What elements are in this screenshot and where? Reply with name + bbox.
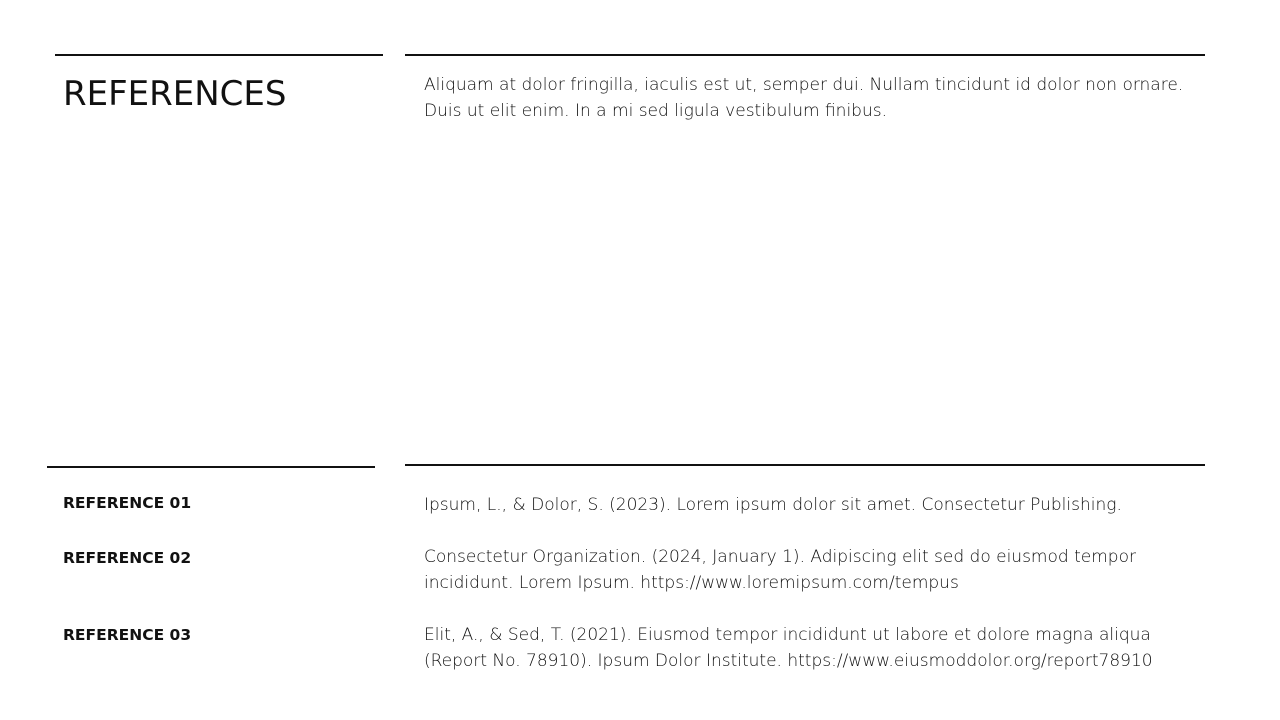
reference-citation: Consectetur Organization. (2024, January 1). Adipiscing elit sed do eiusmod tempor incididunt. Lorem Ipsum. https://www.loremipsum.com/tempus	[424, 547, 1136, 593]
divider-bottom-right	[405, 464, 1205, 466]
reference-citation: Ipsum, L., & Dolor, S. (2023). Lorem ipsum dolor sit amet. Consectetur Publishing.	[424, 495, 1122, 515]
intro-paragraph: Aliquam at dolor fringilla, iaculis est ut, semper dui. Nullam tincidunt id dolor non ornare. Duis ut elit enim. In a mi sed ligula vestibulum finibus.	[424, 75, 1184, 121]
page-title: REFERENCES	[63, 74, 287, 114]
reference-label: REFERENCE 01	[63, 494, 192, 512]
reference-label: REFERENCE 03	[63, 626, 192, 644]
reference-label: REFERENCE 02	[63, 549, 192, 567]
divider-top-right	[405, 54, 1205, 56]
divider-top-left	[55, 54, 383, 56]
divider-bottom-left	[47, 466, 375, 468]
reference-citation: Elit, A., & Sed, T. (2021). Eiusmod tempor incididunt ut labore et dolore magna aliqua (Report No. 78910). Ipsum Dolor Institute. https://www.eiusmoddolor.org/report78910	[424, 625, 1153, 671]
